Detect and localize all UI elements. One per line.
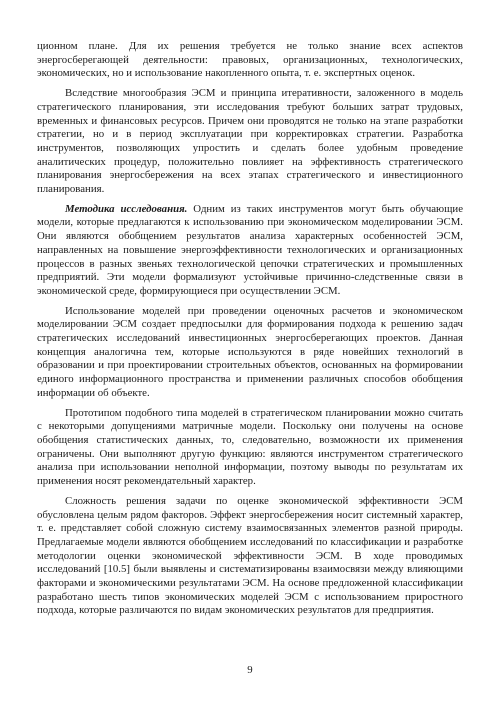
paragraph-research-method xyxy=(37,203,463,299)
paragraph-text: Использование моделей при проведении оценочных расчетов и экономическом моделировании ЭСМ создает предпосылки для формирования подхода к решению задач стратегических исследований инвестиционных энергосберегающих проектов. Данная концепция аналогична тем, которые используются в ряде новейших технологий в образовании и при проектировании строительных объектов, основанных на формировании единого информационного пространства и применении различных способов обобщения информации об объекте. xyxy=(37,304,463,399)
document-page xyxy=(37,40,463,618)
section-heading: Методика исследования. xyxy=(65,202,188,215)
paragraph-text: ционном плане. Для их решения требуется не только знание всех аспектов энергосберегающей деятельности: правовых, организационных, технологических, экономических, но и использование накопленного опыта, т. е. экспертных оценок. xyxy=(37,40,463,80)
paragraph-prototype xyxy=(37,407,463,489)
paragraph-complexity xyxy=(37,495,463,618)
paragraph-esm-planning xyxy=(37,87,463,197)
paragraph-text: Одним из таких инструментов могут быть обучающие модели, которые предлагаются к использованию при экономическом моделировании ЭСМ. Они являются обобщением результатов анализа характерных особенностей ЭСМ, направленных на повышение энергоэффективности технологических и организационных процессов в разных звеньях технологической цепочки стратегических и промышленных предприятий. Эти модели формализуют устойчивые причинно-следственные связи в экономической среде, формирующиеся при осуществлении ЭСМ. xyxy=(37,202,463,297)
paragraph-text: Вследствие многообразия ЭСМ и принципа итеративности, заложенного в модель стратегического планирования, эти исследования требуют больших затрат трудовых, временных и финансовых ресурсов. Причем они проводятся не только на этапе разработки стратегии, но и в период эксплуатации при корректировках стратегии. Разработка инструментов, позволяющих упростить и сделать более удобным проведение аналитических процедур, положительно повлияет на эффективность стратегического планирования энергосбережения на всех этапах стратегического и инвестиционного планирования. xyxy=(37,87,463,196)
paragraph-text: Сложность решения задачи по оценке экономической эффективности ЭСМ обусловлена целым рядом факторов. Эффект энергосбережения носит системный характер, т. е. представляет собой сложную систему взаимосвязанных элементов разной природы. Предлагаемые модели являются обобщением исследований по классификации и разработке методологии оценки экономической эффективности ЭСМ. В ходе проводимых исследований [10.5] были выявлены и систематизированы взаимосвязи между влияющими факторами и экономическими результатами ЭСМ. На основе предложенной классификации разработано шесть типов экономических моделей ЭСМ с использованием прироcтного подхода, которые различаются по видам экономических результатов для предприятия. xyxy=(37,494,463,617)
paragraph-continuation xyxy=(37,40,463,81)
page-number: 9 xyxy=(247,664,253,676)
paragraph-model-usage xyxy=(37,305,463,401)
paragraph-text: Прототипом подобного типа моделей в стратегическом планировании можно считать с некоторыми допущениями матричные модели. Поскольку они получены на основе обобщения статистических данных, то, следовательно, возможности их применения ограничены. Они выполняют другую функцию: являются инструментом стратегического анализа при использовании неполной информации, поэтому выводы по результатам их применения носят рекомендательный характер. xyxy=(37,406,463,488)
